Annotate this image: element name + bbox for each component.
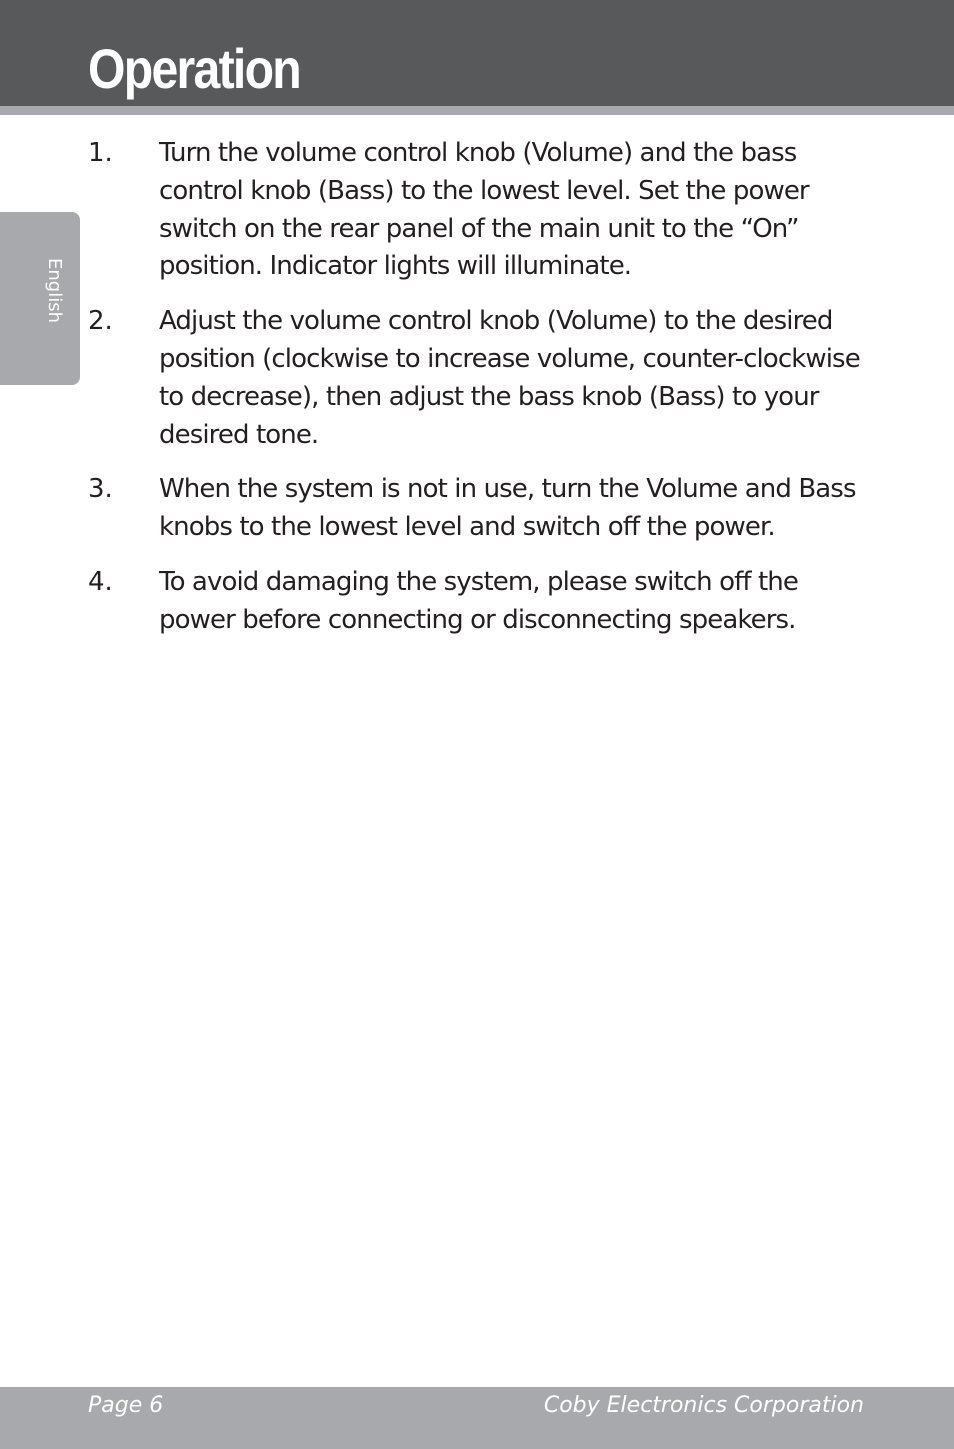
page-title: Operation (88, 37, 300, 100)
step-number: 4. (88, 566, 113, 597)
step-number: 1. (88, 138, 113, 168)
header-divider (0, 106, 954, 115)
language-tab (0, 212, 80, 385)
step-text: Turn the volume control knob (Volume) and the bass control knob (Bass) to the lowest level. Set the power switch on the rear panel of the main unit to the “On” position. Indicator lights will illuminate. (159, 138, 809, 282)
list-item (88, 303, 878, 454)
operation-steps-list (88, 135, 878, 657)
list-item (88, 135, 878, 286)
step-number: 3. (88, 474, 113, 505)
footer-company-name: Coby Electronics Corporation (543, 1393, 864, 1418)
list-item (88, 471, 878, 547)
step-text: When the system is not in use, turn the Volume and Bass knobs to the lowest level and switch off the power. (159, 474, 856, 543)
language-tab-label: English (44, 258, 65, 323)
step-text: Adjust the volume control knob (Volume) to the desired position (clockwise to increase volume, counter-clockwise to decrease), then adjust the bass knob (Bass) to your desired tone. (159, 306, 860, 450)
step-text: To avoid damaging the system, please switch off the power before connecting or disconnecting speakers. (159, 566, 798, 635)
step-number: 2. (88, 306, 113, 337)
footer-page-number: Page 6 (88, 1393, 164, 1418)
list-item (88, 564, 878, 640)
